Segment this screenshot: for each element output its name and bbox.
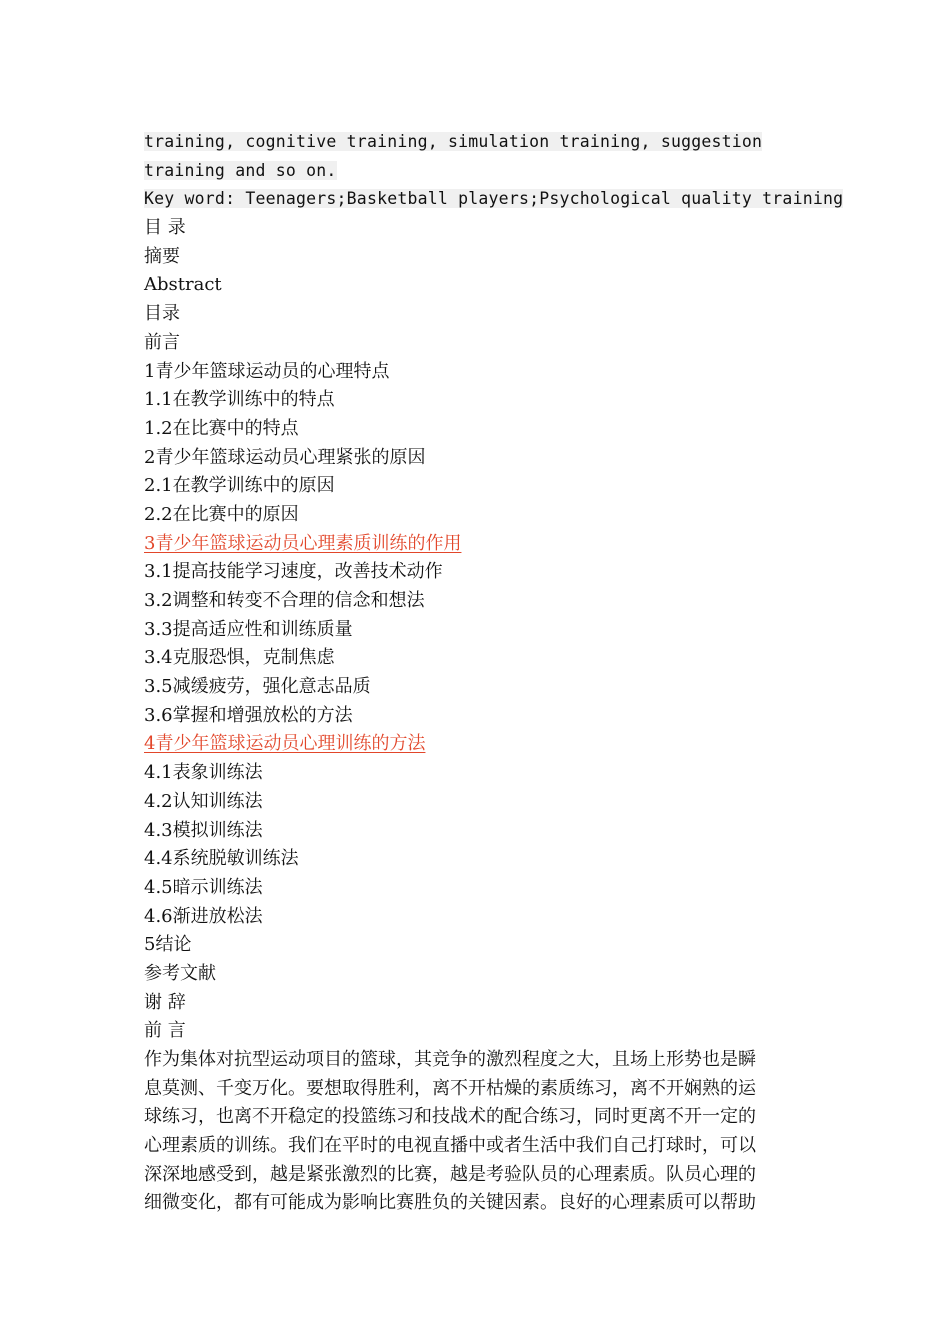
toc-item: 3.6掌握和增强放松的方法	[144, 704, 353, 726]
toc-link[interactable]: 4青少年篮球运动员心理训练的方法	[144, 733, 426, 755]
toc-item: 5结论	[144, 934, 192, 956]
toc-item: 2.2在比赛中的原因	[144, 503, 299, 525]
preface-line: 心理素质的训练。我们在平时的电视直播中或者生活中我们自己打球时，可以	[144, 1135, 756, 1157]
toc-item: 3.2调整和转变不合理的信念和想法	[144, 590, 425, 611]
toc-item: 4.2认知训练法	[144, 790, 263, 812]
toc-item: 目录	[144, 303, 180, 325]
toc-item	[144, 730, 814, 759]
keywords-text: Key word: Teenagers;Basketball players;Psychological quality training	[144, 189, 844, 209]
toc-item: 3.4克服恐惧，克制焦虑	[144, 647, 335, 669]
toc-link[interactable]: 3青少年篮球运动员心理素质训练的作用	[144, 532, 462, 554]
toc-item: 1青少年篮球运动员的心理特点	[144, 360, 390, 382]
toc-heading: 目 录	[144, 217, 186, 239]
toc-item: 4.3模拟训练法	[144, 819, 263, 841]
abstract-text-span: training, cognitive training, simulation training, suggestion	[144, 132, 763, 151]
preface-line: 作为集体对抗型运动项目的篮球，其竞争的激烈程度之大，且场上形势也是瞬	[144, 1049, 756, 1070]
toc-item: 3.1提高技能学习速度，改善技术动作	[144, 561, 443, 583]
toc-list	[144, 243, 814, 1018]
preface-line: 深深地感受到，越是紧张激烈的比赛，越是考验队员的心理素质。队员心理的	[144, 1163, 756, 1185]
preface-paragraph	[144, 1046, 814, 1218]
document-page	[144, 128, 844, 1218]
toc-item: 1.1在教学训练中的特点	[144, 389, 335, 411]
toc-item: 前言	[144, 331, 180, 353]
toc-item: 摘要	[144, 245, 180, 267]
toc-item: 2.1在教学训练中的原因	[144, 475, 335, 497]
toc-item: 2青少年篮球运动员心理紧张的原因	[144, 446, 426, 468]
toc-item: 4.6渐进放松法	[144, 905, 263, 927]
toc-item: 参考文献	[144, 962, 216, 984]
preface-line: 息莫测、千变万化。要想取得胜利，离不开枯燥的素质练习，离不开娴熟的运	[144, 1077, 756, 1099]
toc-item: 3.3提高适应性和训练质量	[144, 618, 353, 640]
abstract-text-line	[144, 157, 814, 186]
preface-line: 球练习，也离不开稳定的投篮练习和技战术的配合练习，同时更离不开一定的	[144, 1106, 756, 1128]
toc-item: 谢 辞	[144, 991, 186, 1013]
toc-item: 3.5减缓疲劳，强化意志品质	[144, 676, 371, 698]
abstract-text-span: training and so on.	[144, 160, 337, 180]
abstract-text-line	[144, 128, 814, 157]
toc-item: Abstract	[144, 274, 222, 296]
keywords-line	[144, 185, 844, 214]
toc-item: 4.4系统脱敏训练法	[144, 848, 299, 870]
preface-line: 细微变化，都有可能成为影响比赛胜负的关键因素。良好的心理素质可以帮助	[144, 1192, 756, 1214]
toc-item: 4.1表象训练法	[144, 762, 263, 784]
preface-heading: 前 言	[144, 1020, 186, 1042]
toc-item: 1.2在比赛中的特点	[144, 417, 299, 439]
toc-item: 4.5暗示训练法	[144, 876, 263, 898]
toc-item	[144, 530, 814, 559]
